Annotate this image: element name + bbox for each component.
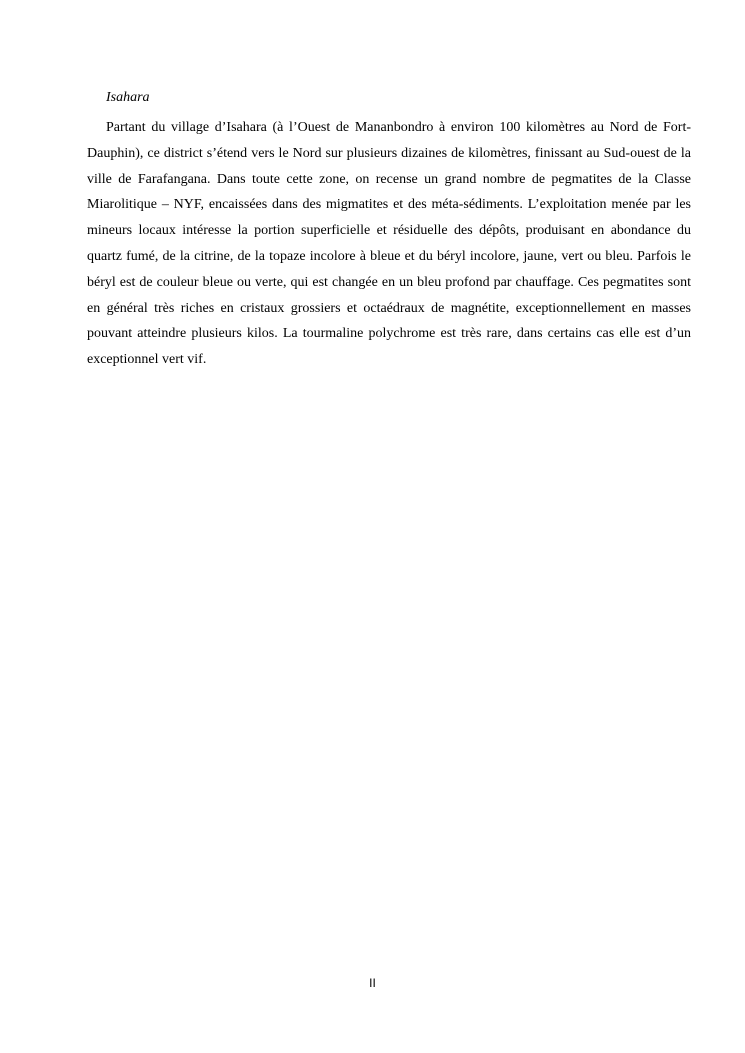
page-number: II — [369, 976, 376, 990]
body-paragraph: Partant du village d’Isahara (à l’Ouest de Mananbondro à environ 100 kilomètres au Nord de Fort-Dauphin), ce district s’étend vers le Nord sur plusieurs dizaines de kilomètres, finissant au Sud-ouest de la ville de Farafangana. Dans toute cette zone, on recense un grand nombre de pegmatites de la Classe Miarolitique – NYF, encaissées dans des migmatites et des méta-sédiments. L’exploitation menée par les mineurs locaux intéresse la portion superficielle et résiduelle des dépôts, produisant en abondance du quartz fumé, de la citrine, de la topaze incolore à bleue et du béryl incolore, jaune, vert ou bleu. Parfois le béryl est de couleur bleue ou verte, qui est changée en un bleu profond par chauffage. Ces pegmatites sont en général très riches en cristaux grossiers et octaédraux de magnétite, exceptionnellement en masses pouvant atteindre plusieurs kilos. La tourmaline polychrome est très rare, dans certains cas elle est d’un exceptionnel vert vif. — [87, 120, 691, 368]
section-heading: Isahara — [106, 90, 150, 105]
